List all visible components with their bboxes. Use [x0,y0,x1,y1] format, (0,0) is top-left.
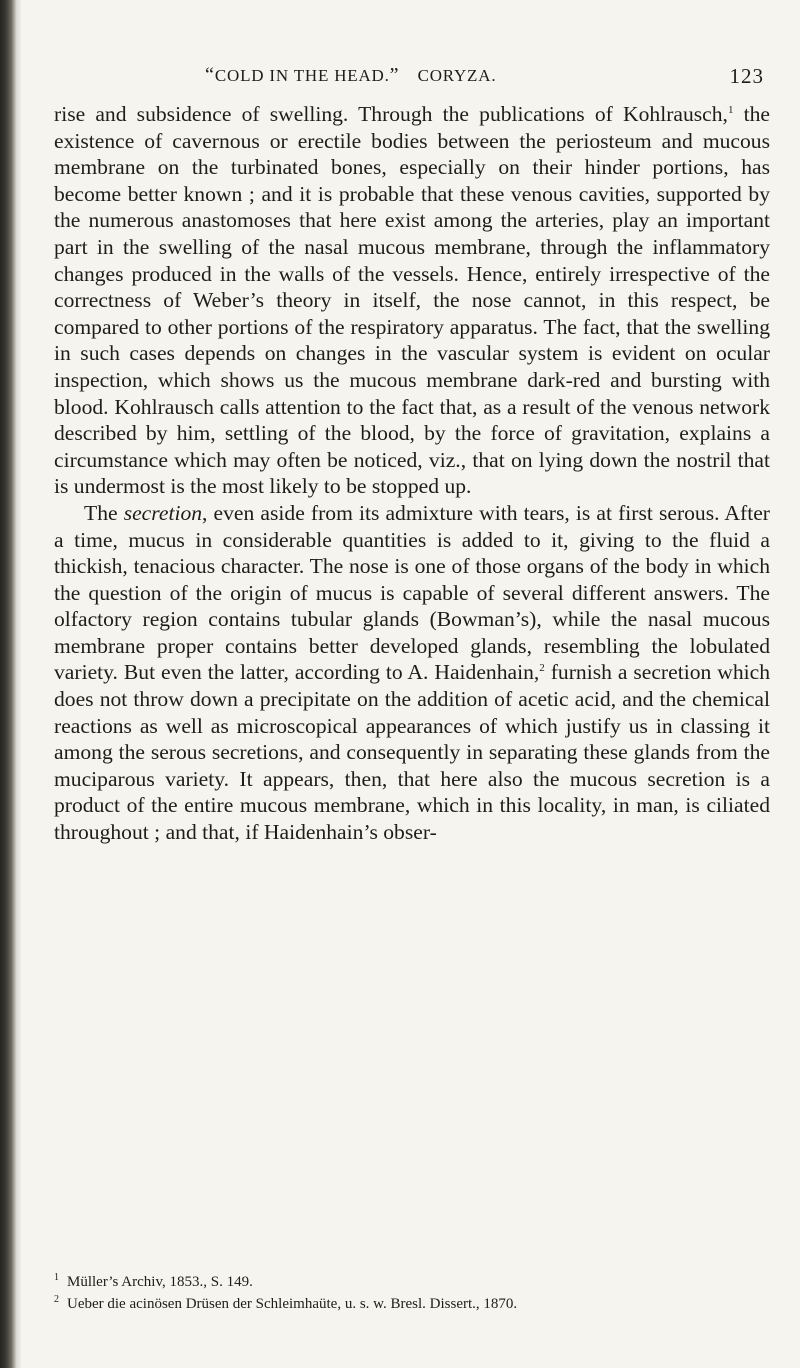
page-number: 123 [729,64,764,88]
footnotes [54,1271,770,1315]
footnote-2: $^2$ Ueber die acinösen Drüsen der Schleimhaüte, u. s. w. Bresl. Dissert., 1870. [54,1294,518,1312]
running-head [54,64,770,90]
book-binding-shadow [0,0,16,1368]
running-head-section: CORYZA. [417,66,497,85]
paragraph-swelling: rise and subsidence of swelling. Through the publications of Kohlrausch,$^1$ the existence of cavernous or erectile bodies between the periosteum and mucous membrane on the turbinated bones, especially on their hinder portions, has become better known ; and it is probable that these venous cavities, supported by the numerous anastomoses that here exist among the arteries, play an important part in the swelling of the nasal mucous membrane, through the inflammatory changes produced in the walls of the vessels. Hence, entirely irrespective of the correctness of Weber’s theory in itself, the nose cannot, in this respect, be compared to other portions of the respiratory apparatus. The fact, that the swelling in such cases depends on changes in the vascular system is evident on ocular inspection, which shows us the mucous membrane dark-red and bursting with blood. Kohlrausch calls attention to the fact that, as a result of the venous network described by him, settling of the blood, by the force of gravitation, explains a circumstance which may often be noticed, viz., that on lying down the nostril that is undermost is the most likely to be stopped up. [54,102,770,499]
body-text [54,101,770,846]
footnote-ref-1: 1 [727,103,734,116]
footnote-1: $^1$ Müller’s Archiv, 1853., S. 149. [54,1272,253,1290]
running-head-title: “COLD IN THE HEAD.” CORYZA. [205,64,497,86]
paragraph-secretion: The secretion, even aside from its admixture with tears, is at first serous. After a time, mucus in considerable quantities is added to it, giving to the fluid a thickish, tenacious character. The nose is one of those organs of the body in which the question of the origin of mucus is capable of several different answers. The olfactory region contains tubular glands (Bowman’s), while the nasal mucous membrane proper contains better developed glands, resembling the lobulated variety. But even the latter, according to A. Haidenhain,$^2$ furnish a secretion which does not throw down a precipitate on the addition of acetic acid, and the chemical reactions as well as microscopical appearances of which justify us in classing it among the serous secretions, and consequently in separating these glands from the muciparous variety. It appears, then, that here also the mucous secretion is a product of the entire mucous membrane, which in this locality, in man, is ciliated throughout ; and that, if Haidenhain’s obser- [54,500,770,845]
footnote-ref-2: 2 [539,662,545,675]
emphasis-secretion: secretion [123,500,203,525]
page-gutter [16,0,22,1368]
